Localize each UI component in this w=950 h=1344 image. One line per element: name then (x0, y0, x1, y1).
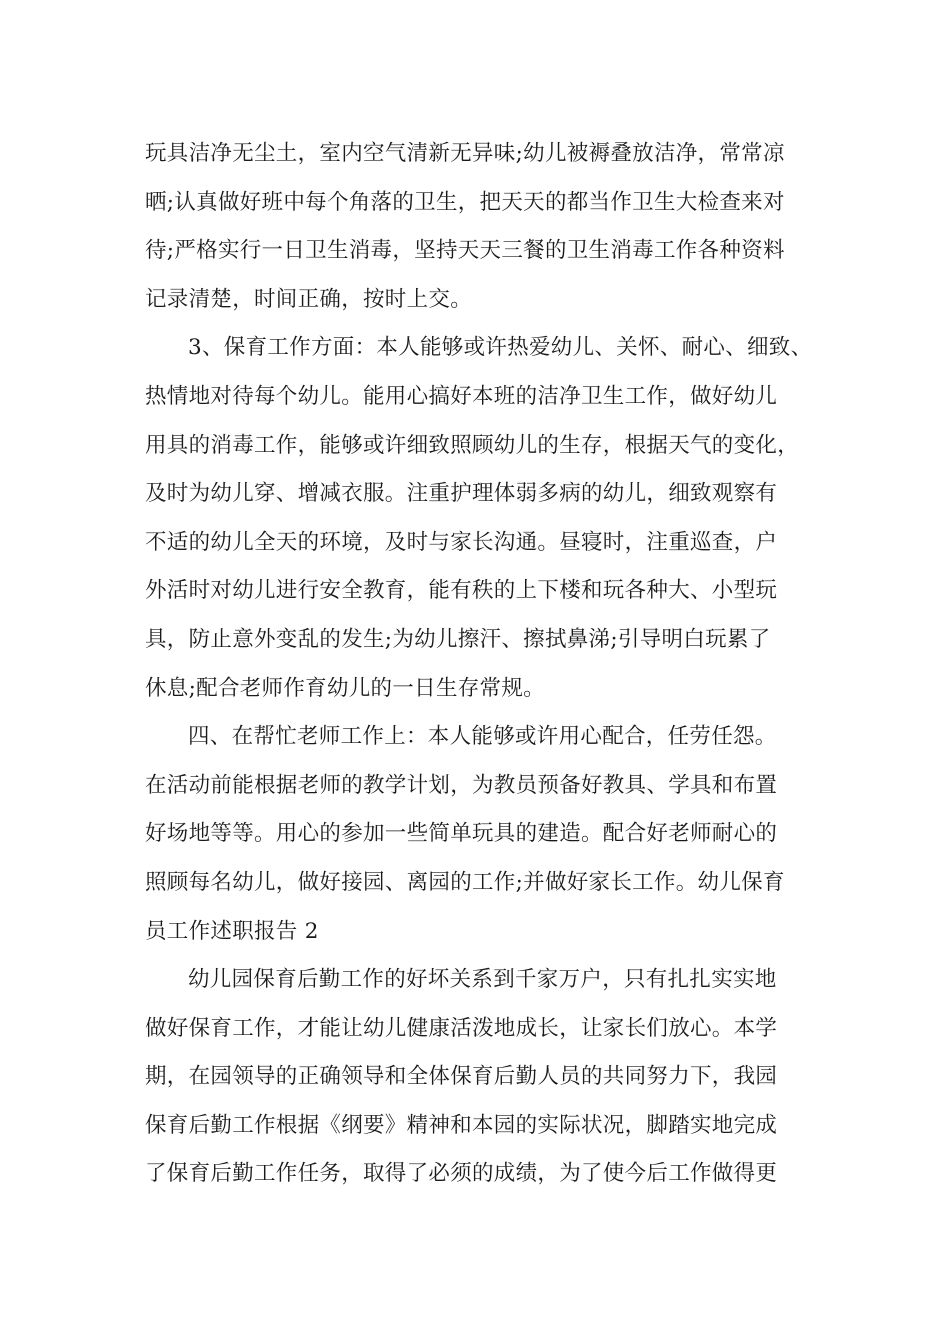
text-line: 晒;认真做好班中每个角落的卫生，把天天的都当作卫生大检查来对 (145, 189, 785, 215)
paragraph-start-line: 四、在帮忙老师工作上：本人能够或许用心配合，任劳任怨。 (188, 724, 777, 750)
text-line: 期，在园领导的正确领导和全体保育后勤人员的共同努力下，我园 (145, 1064, 778, 1090)
body-text (145, 130, 825, 1199)
text-line: 不适的幼儿全天的环境，及时与家长沟通。昼寝时，注重巡查，户 (145, 529, 778, 555)
text-line: 保育后勤工作根据《纲要》精神和本园的实际状况，脚踏实地完成 (145, 1112, 778, 1138)
text-line: 员工作述职报告 2 (145, 918, 319, 944)
paragraph-start-line: 幼儿园保育后勤工作的好坏关系到千家万户，只有扎扎实实地 (188, 967, 777, 993)
text-line: 记录清楚，时间正确，按时上交。 (145, 286, 473, 312)
text-line: 在活动前能根据老师的教学计划，为教员预备好教具、学具和布置 (145, 772, 778, 798)
paragraph-start-line: 3、保育工作方面：本人能够或许热爱幼儿、关怀、耐心、细致、 (188, 335, 813, 361)
text-line: 好场地等等。用心的参加一些简单玩具的建造。配合好老师耐心的 (145, 821, 778, 847)
text-line: 具，防止意外变乱的发生;为幼儿擦汗、擦拭鼻涕;引导明白玩累了 (145, 626, 771, 652)
text-line: 外活时对幼儿进行安全教育，能有秩的上下楼和玩各种大、小型玩 (145, 578, 778, 604)
text-line: 做好保育工作，才能让幼儿健康活泼地成长，让家长们放心。本学 (145, 1015, 778, 1041)
text-line: 了保育后勤工作任务，取得了必须的成绩，为了使今后工作做得更 (145, 1161, 778, 1187)
text-line: 热情地对待每个幼儿。能用心搞好本班的洁净卫生工作，做好幼儿 (145, 383, 778, 409)
text-line: 及时为幼儿穿、增减衣服。注重护理体弱多病的幼儿，细致观察有 (145, 481, 778, 507)
text-line: 待;严格实行一日卫生消毒，坚持天天三餐的卫生消毒工作各种资料 (145, 238, 785, 264)
text-line: 玩具洁净无尘土，室内空气清新无异味;幼儿被褥叠放洁净，常常凉 (145, 141, 785, 166)
text-line: 照顾每名幼儿，做好接园、离园的工作;并做好家长工作。幼儿保育 (145, 869, 785, 895)
text-line: 休息;配合老师作育幼儿的一日生存常规。 (145, 675, 545, 701)
text-line: 用具的消毒工作，能够或许细致照顾幼儿的生存，根据天气的变化， (145, 432, 800, 458)
